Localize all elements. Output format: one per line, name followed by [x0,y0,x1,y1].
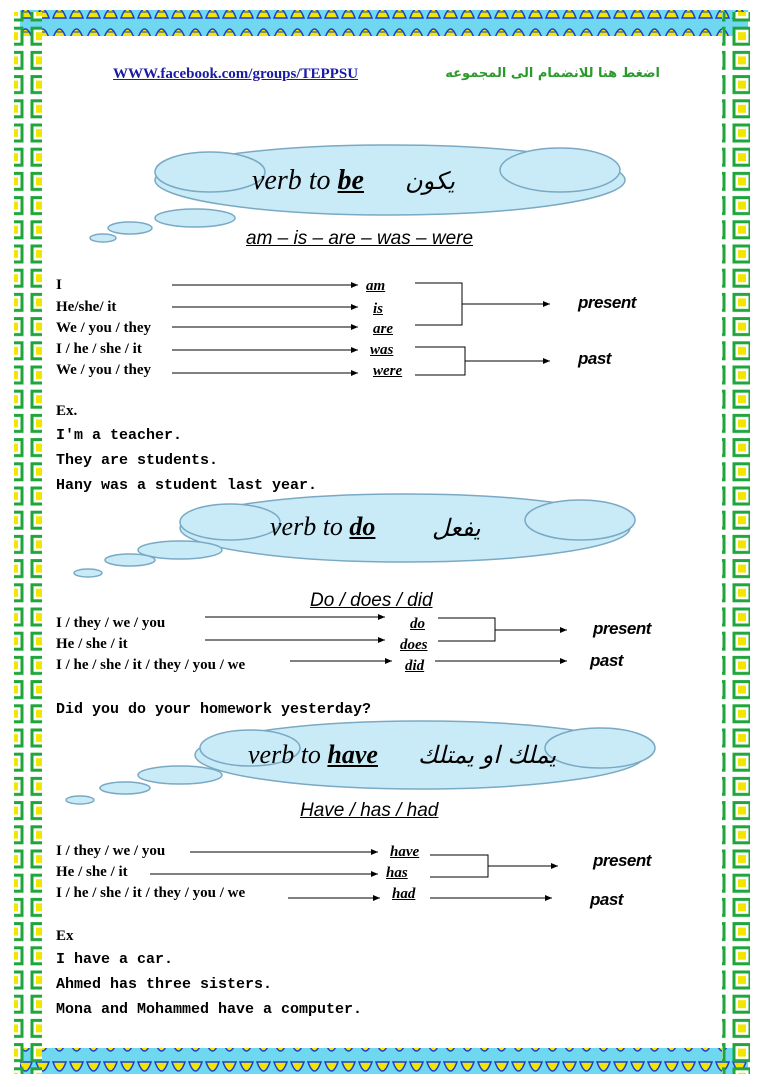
be-arabic: يكون [405,167,455,195]
join-group-arabic-text[interactable]: اضغط هنا للانضمام الى المجموعه [445,66,660,81]
facebook-group-link[interactable]: WWW.facebook.com/groups/TEPPSU [113,66,359,82]
be-verb-am: am [366,278,386,294]
be-present-label: present [578,293,636,312]
be-forms: am – is – are – was – were [246,228,474,249]
have-subject-3: I / he / she / it / they / you / we [56,885,246,901]
be-verb-was: was [370,342,394,358]
do-title: verb to do [270,512,376,541]
have-example-2: Ahmed has three sisters. [56,976,273,993]
be-subject-5: We / you / they [56,362,152,378]
do-arabic: يفعل [432,514,481,542]
have-ex-label: Ex [56,928,74,944]
be-verb-are: are [373,321,393,337]
have-past-label: past [590,890,623,909]
do-past-label: past [590,651,623,670]
be-verb-is: is [373,301,384,317]
be-subject-1: I [56,277,62,293]
have-example-3: Mona and Mohammed have a computer. [56,1001,363,1018]
do-forms: Do / does / did [310,590,433,611]
do-subject-2: He / she / it [56,636,128,652]
be-verb-were: were [373,363,403,379]
be-ex-label: Ex. [56,403,78,419]
be-title: verb to be [252,165,364,196]
be-example-2: They are students. [56,452,219,469]
do-subject-3: I / he / she / it / they / you / we [56,657,246,673]
have-title: verb to have [248,740,378,769]
do-title-verb: do [349,512,376,541]
be-example-3: Hany was a student last year. [56,477,318,494]
do-present-label: present [593,619,651,638]
do-subject-1: I / they / we / you [56,615,166,631]
have-forms: Have / has / had [300,800,439,821]
have-title-verb: have [327,740,378,769]
have-subject-1: I / they / we / you [56,843,166,859]
have-subject-2: He / she / it [56,864,128,880]
be-past-label: past [578,349,611,368]
have-example-1: I have a car. [56,951,174,968]
have-verb-has: has [386,865,408,881]
have-verb-have: have [390,844,420,860]
be-title-verb: be [337,165,364,196]
be-subject-3: We / you / they [56,320,152,336]
be-subject-4: I / he / she / it [56,341,142,357]
have-verb-had: had [392,886,416,902]
do-verb-does: does [400,637,428,653]
have-arabic: يملك او يمتلك [418,741,557,769]
have-present-label: present [593,851,651,870]
be-example-1: I'm a teacher. [56,427,183,444]
be-subject-2: He/she/ it [56,299,117,315]
do-question: Did you do your homework yesterday? [56,701,372,718]
do-verb-did: did [405,658,425,674]
do-verb-do: do [410,616,425,632]
